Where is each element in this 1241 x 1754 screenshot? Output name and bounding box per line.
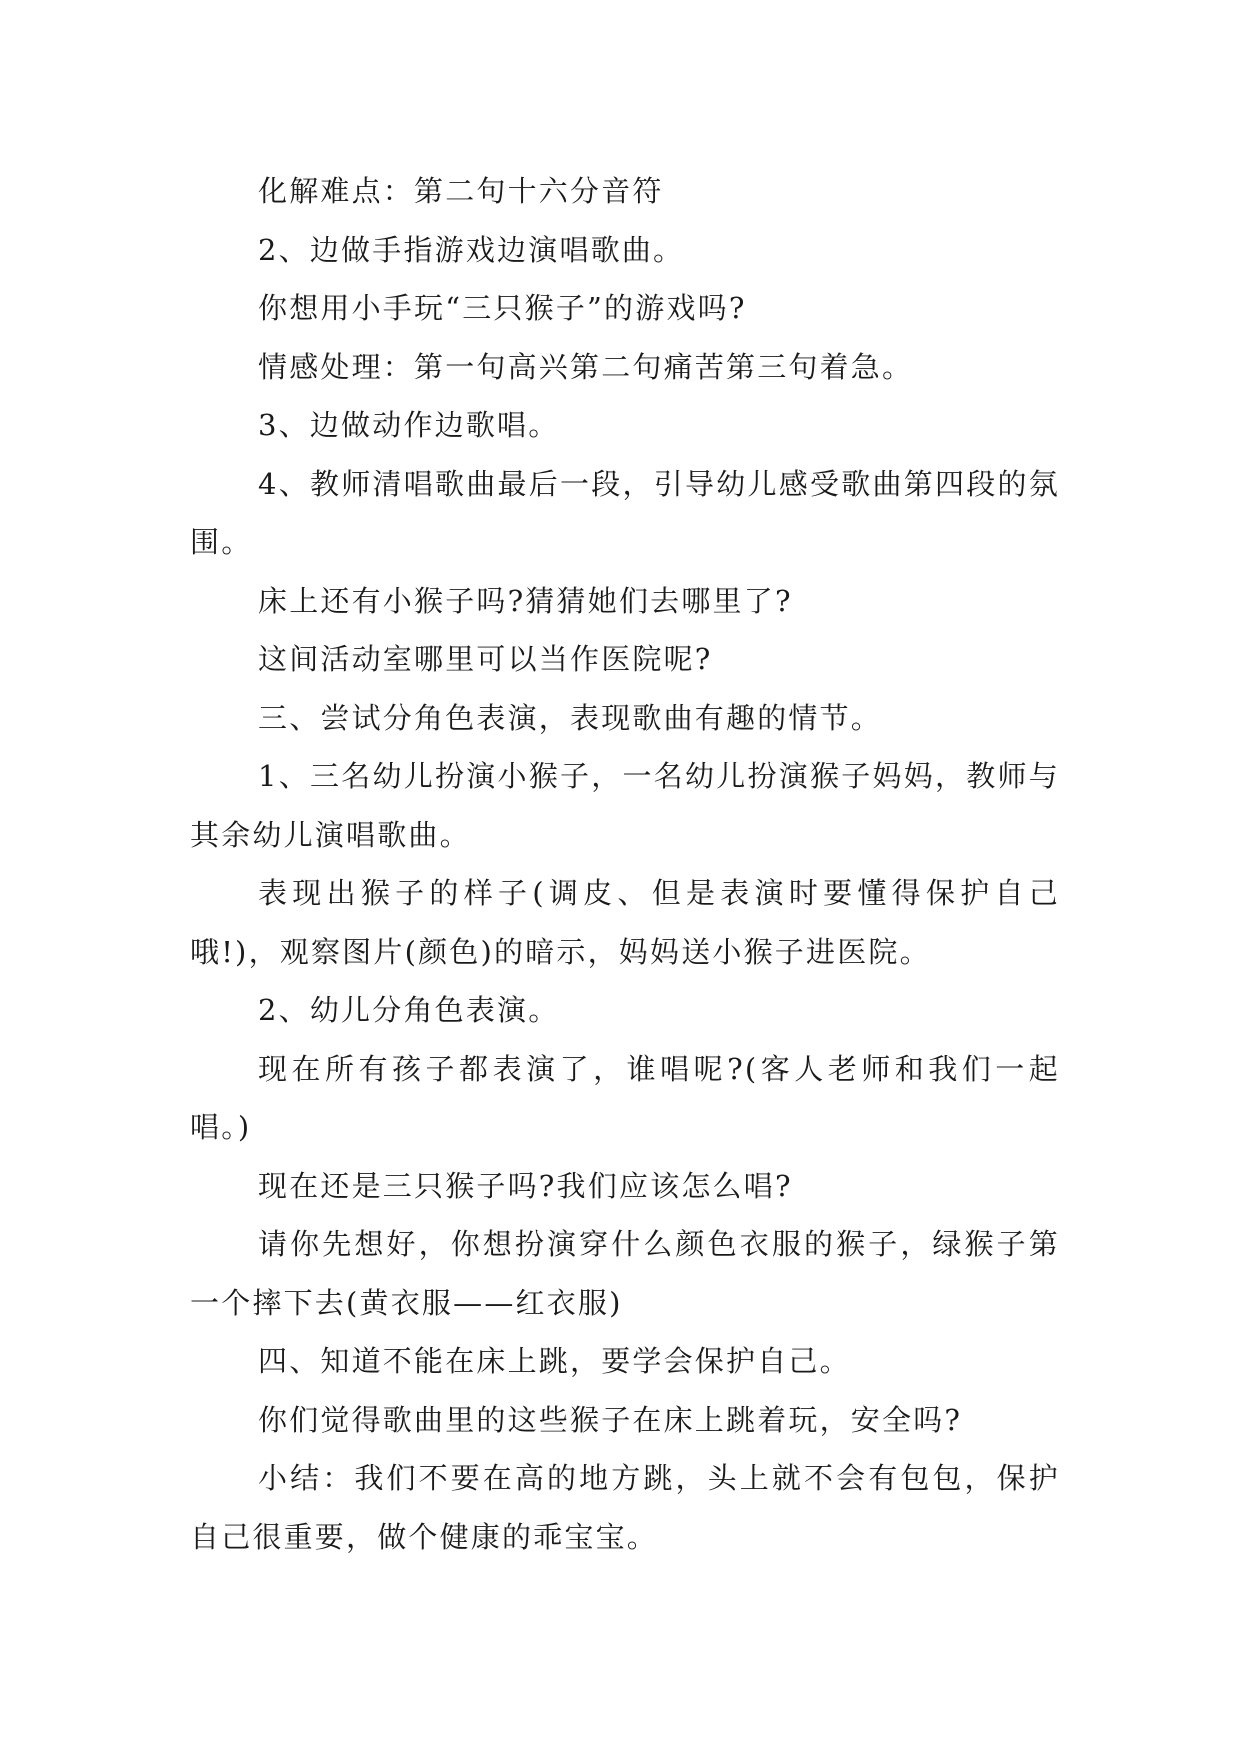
paragraph: 化解难点：第二句十六分音符	[258, 174, 664, 208]
paragraph: 现在还是三只猴子吗?我们应该怎么唱?	[258, 1168, 793, 1203]
paragraph: 床上还有小猴子吗?猜猜她们去哪里了?	[258, 583, 793, 618]
paragraph: 情感处理：第一句高兴第二句痛苦第三句着急。	[258, 349, 914, 384]
paragraph: 2、幼儿分角色表演。	[258, 993, 560, 1027]
paragraph: 三、尝试分角色表演，表现歌曲有趣的情节。	[258, 700, 883, 735]
document-body	[190, 162, 1060, 1566]
paragraph: 表现出猴子的样子(调皮、但是表演时要懂得保护自己哦!)，观察图片(颜色)的暗示，妈妈送小猴子进医院。	[190, 876, 1060, 969]
paragraph: 1、三名幼儿扮演小猴子，一名幼儿扮演猴子妈妈，教师与其余幼儿演唱歌曲。	[190, 759, 1060, 852]
paragraph: 3、边做动作边歌唱。	[258, 408, 560, 442]
paragraph: 你想用小手玩“三只猴子”的游戏吗?	[258, 291, 747, 325]
paragraph: 小结：我们不要在高的地方跳，头上就不会有包包，保护自己很重要，做个健康的乖宝宝。	[190, 1461, 1060, 1554]
paragraph: 2、边做手指游戏边演唱歌曲。	[258, 232, 685, 267]
paragraph: 四、知道不能在床上跳，要学会保护自己。	[258, 1344, 851, 1378]
paragraph: 你们觉得歌曲里的这些猴子在床上跳着玩，安全吗?	[258, 1402, 963, 1437]
paragraph: 这间活动室哪里可以当作医院呢?	[258, 642, 713, 676]
paragraph: 请你先想好，你想扮演穿什么颜色衣服的猴子，绿猴子第一个摔下去(黄衣服——红衣服)	[190, 1227, 1060, 1320]
paragraph: 4、教师清唱歌曲最后一段，引导幼儿感受歌曲第四段的氛围。	[190, 466, 1060, 559]
paragraph: 现在所有孩子都表演了，谁唱呢?(客人老师和我们一起唱。)	[190, 1051, 1060, 1144]
